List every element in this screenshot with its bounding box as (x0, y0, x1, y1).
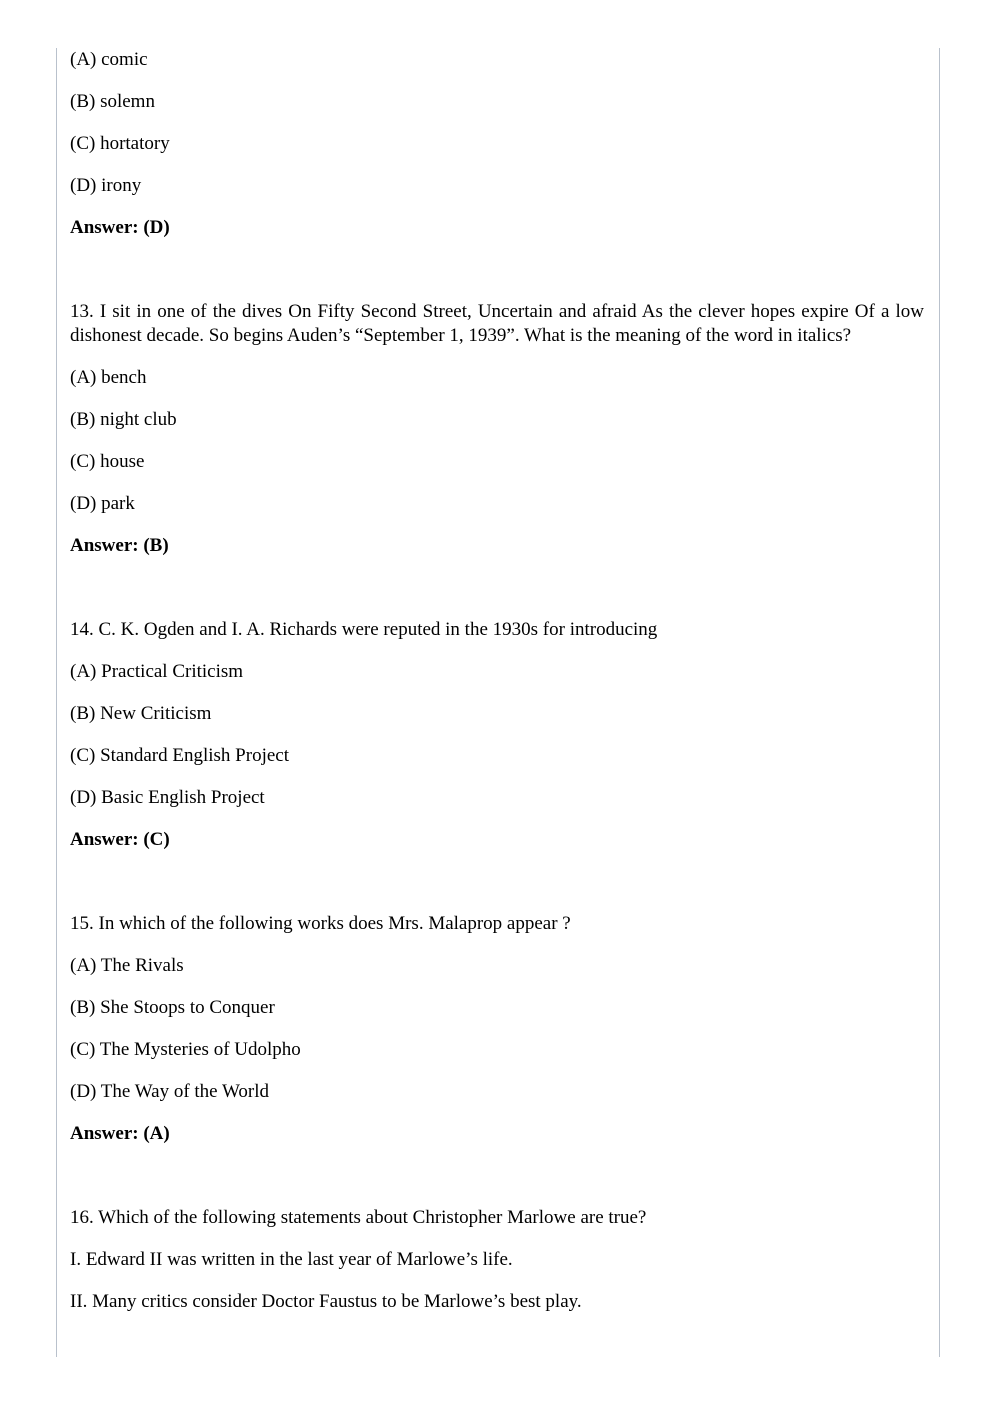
option: (B) She Stoops to Conquer (70, 997, 275, 1018)
statement: II. Many critics consider Doctor Faustus to be Marlowe’s best play. (70, 1291, 582, 1312)
question-text: 15. In which of the following works does Mrs. Malaprop appear ? (70, 913, 571, 934)
question-text: 16. Which of the following statements about Christopher Marlowe are true? (70, 1207, 647, 1228)
option: (C) Standard English Project (70, 745, 289, 766)
answer: Answer: (C) (70, 829, 170, 850)
option: (A) bench (70, 367, 147, 388)
answer: Answer: (D) (70, 217, 170, 238)
option: (D) park (70, 493, 135, 514)
option: (C) The Mysteries of Udolpho (70, 1039, 301, 1060)
option: (B) New Criticism (70, 703, 212, 724)
option: (A) comic (70, 49, 148, 70)
option: (D) irony (70, 175, 142, 196)
option: (C) house (70, 451, 145, 472)
option: (D) Basic English Project (70, 787, 265, 808)
option: (C) hortatory (70, 133, 170, 154)
option: (B) solemn (70, 91, 155, 112)
document-content (70, 48, 924, 1332)
page-border-left (56, 48, 57, 1357)
question-text: 13. I sit in one of the dives On Fifty Second Street, Uncertain and afraid As the clever hopes expire Of a low dishonest decade. So begins Auden’s “September 1, 1939”. What is the meaning of the word in italics? (70, 301, 924, 346)
question-text: 14. C. K. Ogden and I. A. Richards were reputed in the 1930s for introducing (70, 619, 658, 640)
option: (A) Practical Criticism (70, 661, 244, 682)
statement: I. Edward II was written in the last year of Marlowe’s life. (70, 1249, 513, 1270)
page-border-right (939, 48, 940, 1357)
answer: Answer: (B) (70, 535, 169, 556)
answer: Answer: (A) (70, 1123, 170, 1144)
option: (A) The Rivals (70, 955, 184, 976)
option: (D) The Way of the World (70, 1081, 270, 1102)
option: (B) night club (70, 409, 177, 430)
